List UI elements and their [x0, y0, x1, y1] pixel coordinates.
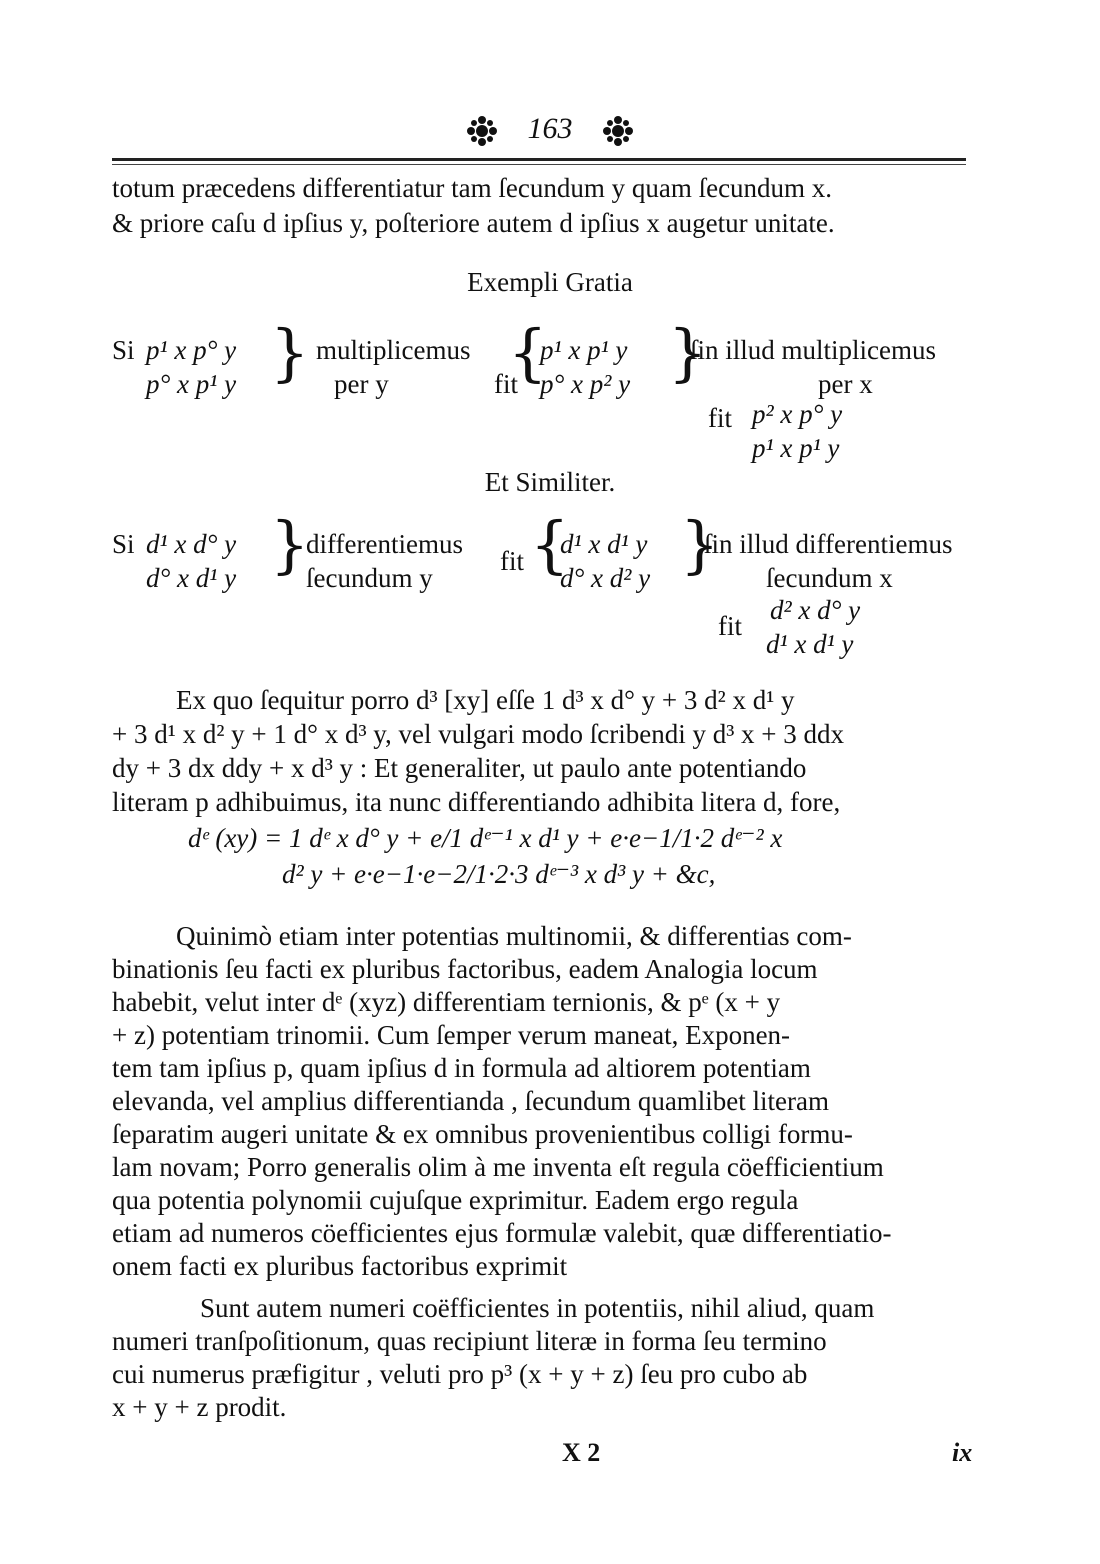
formula-line-1: dᵉ (xy) = 1 dᵉ x d° y + e/1 dᵉ⁻¹ x d¹ y + e·e−1/1·2 dᵉ⁻² x: [188, 823, 783, 853]
similiter-si: Si: [112, 529, 135, 559]
exempli-left-row1: p¹ x p° y: [146, 335, 237, 365]
similiter-res-row2: d° x d² y: [560, 563, 651, 593]
formula-line-2: d² y + e·e−1·e−2/1·2·3 dᵉ⁻³ x d³ y + &c,: [282, 859, 716, 889]
similiter-right-fit: fit: [718, 611, 742, 641]
paragraph-line: x + y + z prodit.: [112, 1392, 287, 1422]
similiter-right-row1: d² x d° y: [770, 595, 861, 625]
similiter-right-label1: ſin illud differentiemus: [704, 529, 953, 559]
paragraph-line: onem facti ex pluribus factoribus exprimit: [112, 1251, 568, 1281]
page-number: 163: [527, 112, 573, 145]
paragraph-line: ſeparatim augeri unitate & ex omnibus provenientibus colligi formu-: [112, 1119, 853, 1149]
fleuron-icon: [602, 115, 634, 147]
exempli-right-fit: fit: [708, 403, 732, 433]
header-rule: [112, 158, 966, 161]
ex-quo-line-4: literam p adhibuimus, ita nunc differentiando adhibita litera d, fore,: [112, 787, 841, 817]
exempli-res-row1: p¹ x p¹ y: [540, 335, 628, 365]
paragraph-line: binationis ſeu facti ex pluribus factoribus, eadem Analogia locum: [112, 954, 818, 984]
paragraph-line: Quinimò etiam inter potentias multinomii, & differentias com-: [176, 921, 852, 951]
left-brace-icon: {: [508, 316, 548, 389]
exempli-res-row2: p° x p² y: [540, 369, 631, 399]
exempli-right-label1: ſin illud multiplicemus: [690, 335, 936, 365]
similiter-right-row2: d¹ x d¹ y: [766, 629, 854, 659]
ex-quo-line-2: + 3 d¹ x d² y + 1 d° x d³ y, vel vulgari modo ſcribendi y d³ x + 3 ddx: [112, 719, 845, 749]
exempli-mid-label1: multiplicemus: [316, 335, 471, 365]
paragraph-line: elevanda, vel amplius differentianda , ſecundum quamlibet literam: [112, 1086, 830, 1116]
exempli-si: Si: [112, 335, 135, 365]
similiter-right-label2: ſecundum x: [766, 563, 893, 593]
catchword: ix: [952, 1438, 973, 1467]
paragraph-line: Sunt autem numeri coëfficientes in potentiis, nihil aliud, quam: [200, 1293, 875, 1323]
header-rule-thin: [112, 164, 966, 165]
left-brace-icon: {: [530, 508, 570, 581]
paragraph-line: numeri tranſpoſitionum, quas recipiunt literæ in forma ſeu termino: [112, 1326, 827, 1356]
fleuron-icon: [466, 115, 498, 147]
ex-quo-line-3: dy + 3 dx ddy + x d³ y : Et generaliter, ut paulo ante potentiando: [112, 753, 807, 783]
exempli-right-row2: p¹ x p¹ y: [752, 433, 840, 463]
intro-line-2: & priore caſu d ipſius y, poſteriore autem d ipſius x augetur unitate.: [112, 208, 835, 238]
paragraph-line: cui numerus præfigitur , veluti pro p³ (x + y + z) ſeu pro cubo ab: [112, 1359, 808, 1389]
similiter-left-row2: d° x d¹ y: [146, 563, 237, 593]
paragraph-line: habebit, velut inter dᵉ (xyz) differentiam ternionis, & pᵉ (x + y: [112, 987, 781, 1017]
exempli-fit: fit: [494, 369, 518, 399]
paragraph-line: etiam ad numeros cöefficientes ejus formulæ valebit, quæ differentiatio-: [112, 1218, 892, 1248]
right-brace-icon: }: [680, 508, 720, 581]
exempli-left-row2: p° x p¹ y: [146, 369, 237, 399]
paragraph-line: qua potentia polynomii cujuſque exprimitur. Eadem ergo regula: [112, 1185, 799, 1215]
paragraph-line: + z) potentiam trinomii. Cum ſemper verum maneat, Exponen-: [112, 1020, 791, 1050]
paragraph-line: lam novam; Porro generalis olim à me inventa eſt regula cöefficientium: [112, 1152, 884, 1182]
intro-line-1: totum præcedens differentiatur tam ſecundum y quam ſecundum x.: [112, 173, 833, 203]
similiter-mid-label1: differentiemus: [306, 529, 463, 559]
similiter-fit: fit: [500, 546, 524, 576]
similiter-mid-label2: ſecundum y: [306, 563, 433, 593]
exempli-right-label2: per x: [818, 369, 873, 399]
similiter-heading: Et Similiter.: [484, 467, 616, 497]
ex-quo-line-1: Ex quo ſequitur porro d³ [xy] eſſe 1 d³ x d° y + 3 d² x d¹ y: [176, 685, 795, 715]
page-header: [0, 112, 1100, 147]
right-brace-icon: }: [270, 316, 310, 389]
exempli-right-row1: p² x p° y: [752, 399, 843, 429]
exempli-heading: Exempli Gratia: [467, 267, 633, 297]
similiter-left-row1: d¹ x d° y: [146, 529, 237, 559]
exempli-mid-label2: per y: [334, 369, 389, 399]
right-brace-icon: }: [270, 508, 310, 581]
similiter-res-row1: d¹ x d¹ y: [560, 529, 648, 559]
right-brace-icon: }: [668, 316, 708, 389]
paragraph-line: tem tam ipſius p, quam ipſius d in formula ad altiorem potentiam: [112, 1053, 811, 1083]
signature-mark: X 2: [562, 1438, 601, 1467]
